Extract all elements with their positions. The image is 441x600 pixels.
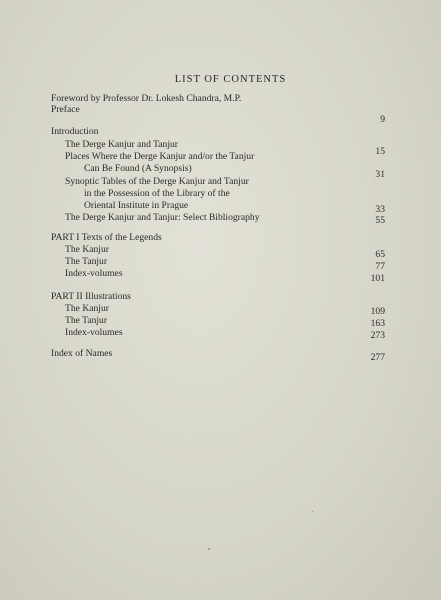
toc-entry-part2: PART II Illustrations bbox=[51, 291, 131, 302]
toc-entry-introduction: Introduction bbox=[51, 126, 99, 137]
toc-entry-part1-index: Index-volumes bbox=[65, 268, 123, 279]
toc-entry-synoptic-cont1: in the Possession of the Library of the bbox=[84, 188, 230, 199]
toc-page-synoptic: 33 bbox=[375, 204, 385, 215]
toc-page-part2-index: 273 bbox=[370, 330, 385, 341]
toc-page-derge: 15 bbox=[375, 146, 385, 157]
page-title: LIST OF CONTENTS bbox=[174, 74, 287, 85]
toc-page-places: 31 bbox=[375, 169, 385, 180]
paper-speck bbox=[208, 548, 210, 550]
toc-page-preface: 9 bbox=[380, 114, 385, 125]
toc-page-part2-kanjur: 109 bbox=[370, 306, 385, 317]
toc-entry-synoptic-cont2: Oriental Institute in Prague bbox=[84, 200, 189, 211]
toc-entry-bibliography: The Derge Kanjur and Tanjur: Select Bibliography bbox=[65, 212, 260, 223]
toc-page-bibliography: 55 bbox=[375, 215, 385, 226]
toc-entry-part2-kanjur: The Kanjur bbox=[65, 303, 109, 314]
toc-page-part1-kanjur: 65 bbox=[375, 249, 385, 260]
toc-page-part2-tanjur: 163 bbox=[370, 318, 385, 329]
toc-page-index-of-names: 277 bbox=[370, 352, 385, 363]
toc-entry-part2-index: Index-volumes bbox=[65, 327, 123, 338]
toc-entry-part1-tanjur: The Tanjur bbox=[65, 256, 108, 267]
toc-entry-part1: PART I Texts of the Legends bbox=[51, 232, 162, 243]
toc-entry-places: Places Where the Derge Kanjur and/or the Tanjur bbox=[65, 151, 255, 162]
toc-entry-synoptic: Synoptic Tables of the Derge Kanjur and Tanjur bbox=[65, 176, 249, 187]
toc-entry-index-of-names: Index of Names bbox=[51, 348, 113, 359]
toc-page-part1-tanjur: 77 bbox=[375, 261, 385, 272]
toc-entry-preface: Preface bbox=[51, 104, 80, 115]
toc-entry-part2-tanjur: The Tanjur bbox=[65, 315, 108, 326]
toc-entry-derge: The Derge Kanjur and Tanjur bbox=[65, 139, 178, 150]
toc-entry-part1-kanjur: The Kanjur bbox=[65, 244, 109, 255]
paper-speck bbox=[312, 511, 313, 512]
toc-entry-places-cont: Can Be Found (A Synopsis) bbox=[84, 163, 192, 174]
toc-page-part1-index: 101 bbox=[370, 273, 385, 284]
toc-entry-foreword: Foreword by Professor Dr. Lokesh Chandra, M.P. bbox=[51, 93, 242, 104]
